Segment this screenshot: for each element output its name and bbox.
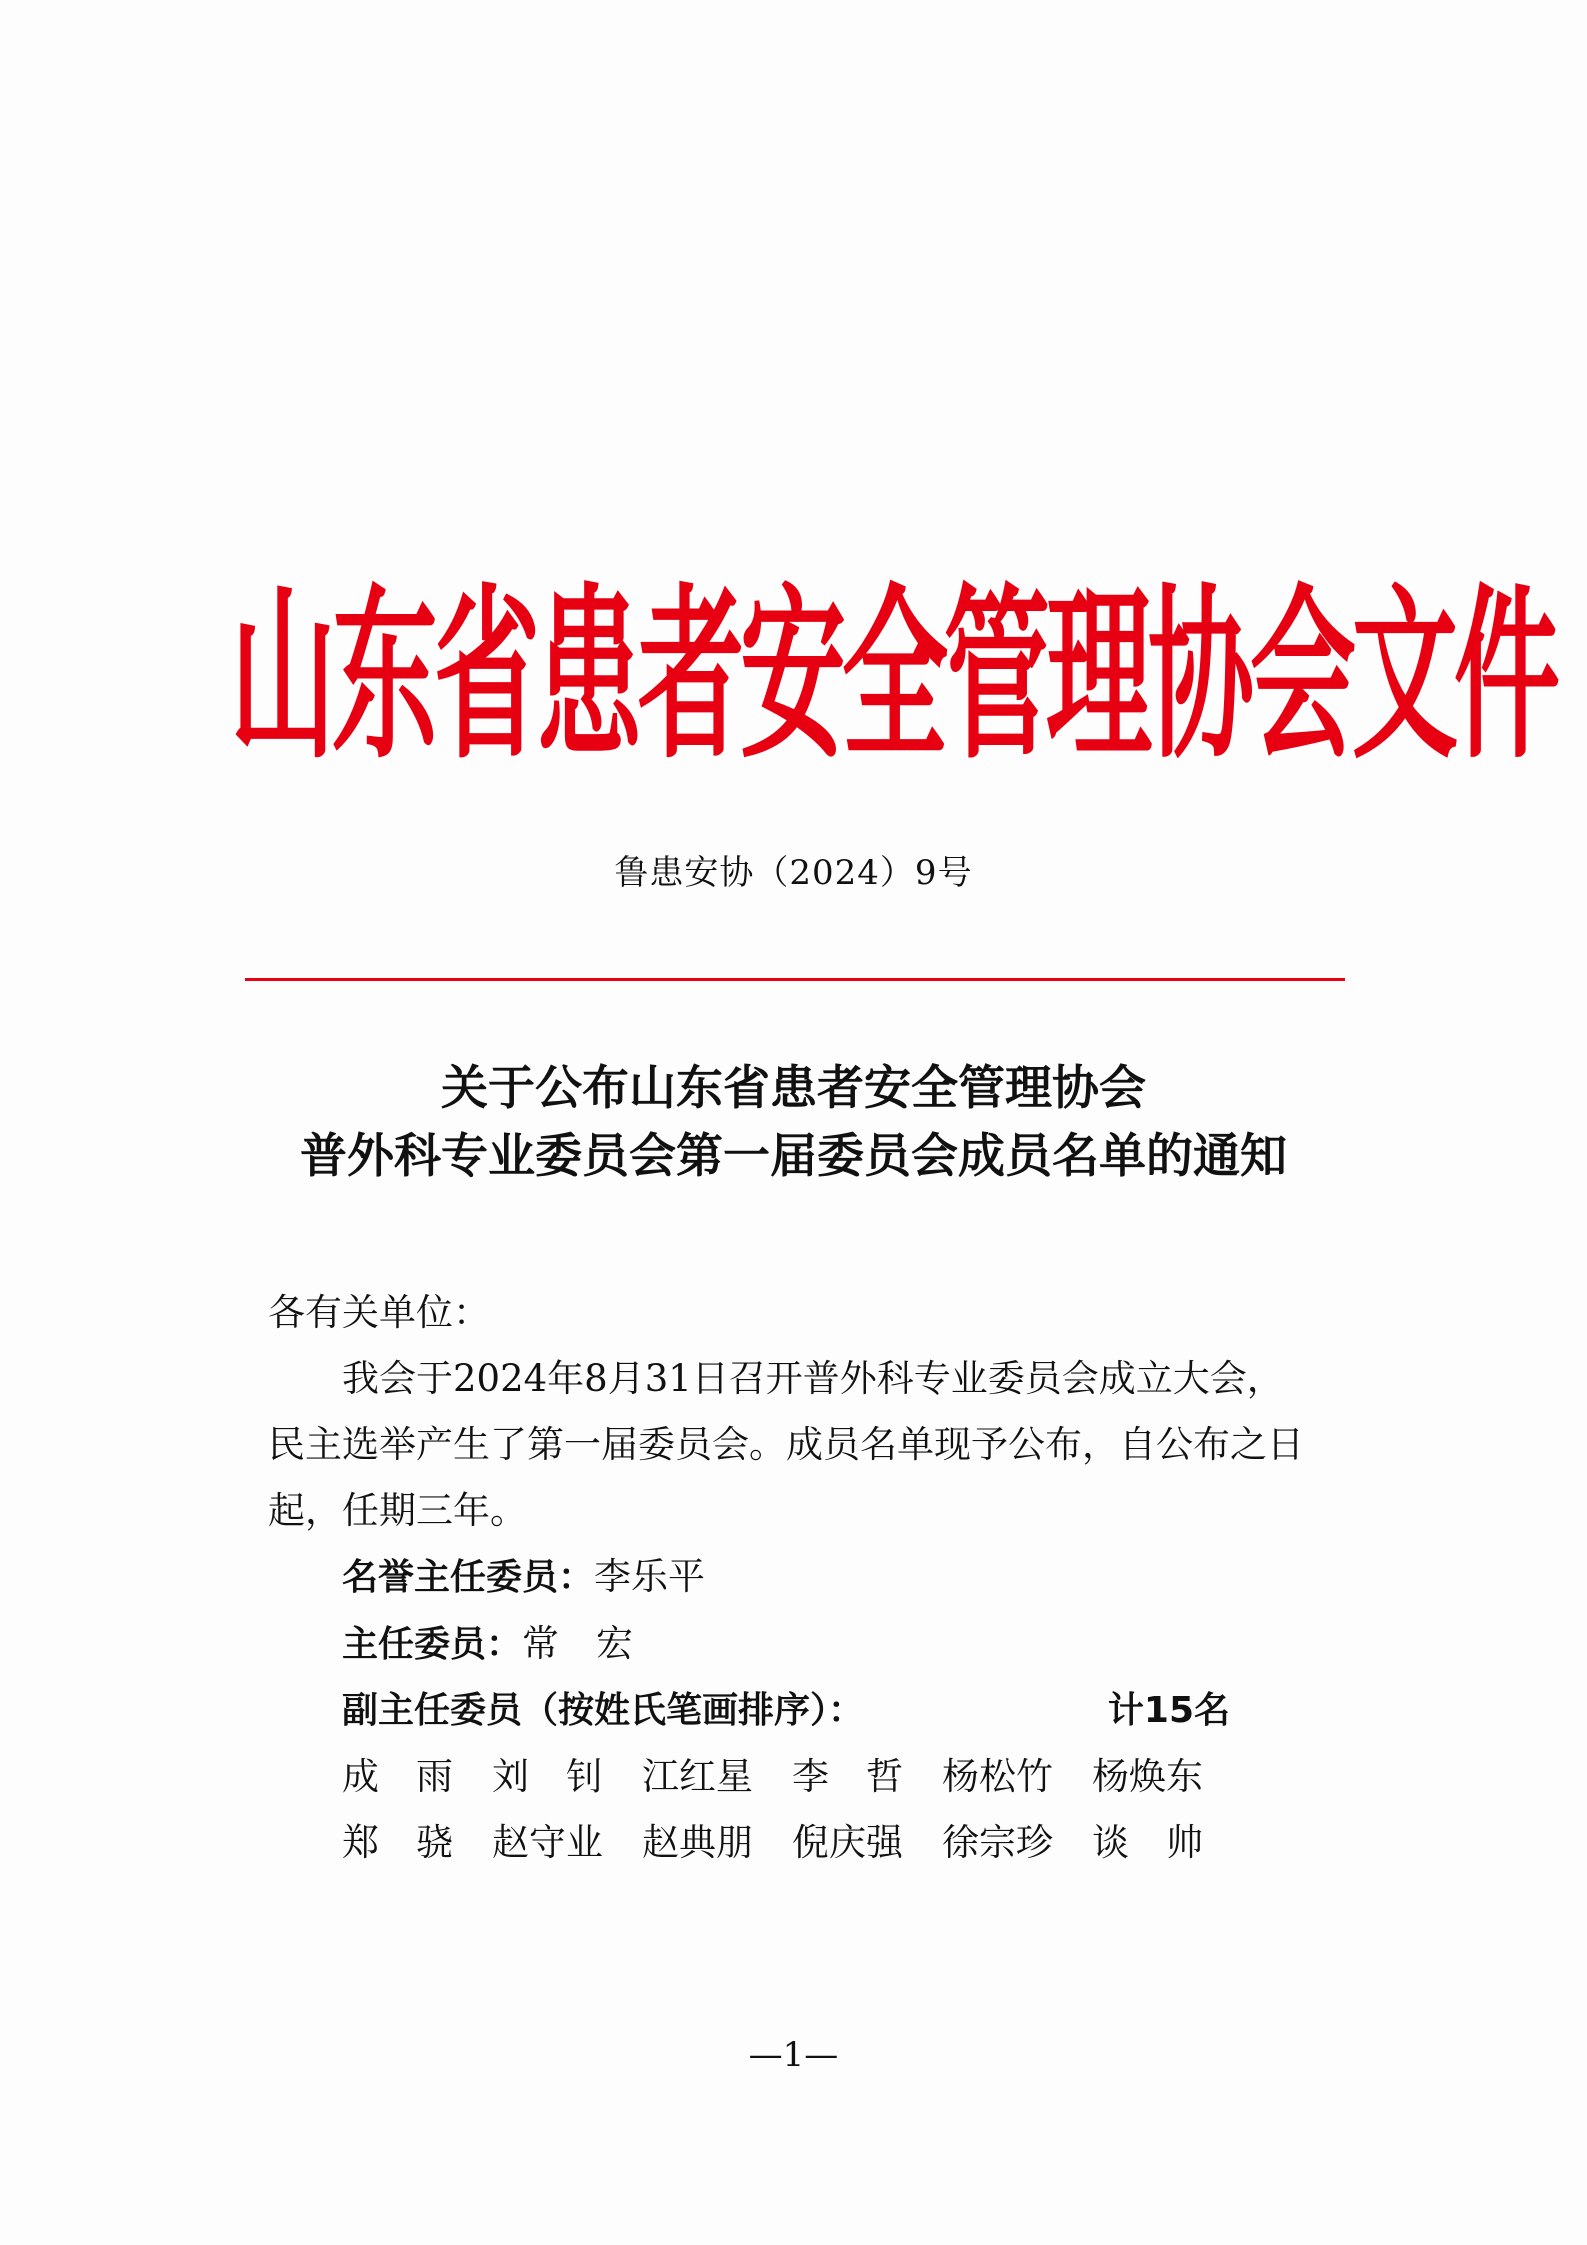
vice-chair-name: 成 雨 bbox=[342, 1755, 453, 1798]
notice-title bbox=[0, 1055, 1587, 1191]
chair-label: 主任委员： bbox=[342, 1624, 523, 1665]
honorary-chair-name: 李乐平 bbox=[594, 1555, 706, 1598]
red-header-title: 山东省患者安全管理协会文件 bbox=[230, 564, 1556, 784]
vice-chair-name: 赵典朋 bbox=[642, 1821, 753, 1864]
vice-chair-name: 李 哲 bbox=[792, 1755, 903, 1798]
honorary-chair-label: 名誉主任委员： bbox=[342, 1557, 595, 1598]
notice-title-line-2: 普外科专业委员会第一届委员会成员名单的通知 bbox=[300, 1129, 1287, 1184]
notice-body bbox=[268, 1280, 1348, 1876]
paragraph-line-1: 我会于2024年8月31日召开普外科专业委员会成立大会， bbox=[342, 1357, 1284, 1400]
red-divider-line bbox=[245, 978, 1345, 981]
document-number: 鲁患安协（2024）9号 bbox=[614, 853, 973, 893]
vice-chair-name: 谈 帅 bbox=[1092, 1821, 1203, 1864]
paragraph-line-3: 起，任期三年。 bbox=[268, 1489, 527, 1532]
vice-chair-name: 郑 骁 bbox=[342, 1821, 453, 1864]
chair-name: 常 宏 bbox=[522, 1622, 634, 1665]
vice-chair-names-row-2 bbox=[268, 1810, 1348, 1876]
salutation: 各有关单位： bbox=[268, 1291, 490, 1334]
vice-chair-count: 计15名 bbox=[1107, 1690, 1230, 1731]
vice-chair-name: 徐宗珍 bbox=[942, 1821, 1053, 1864]
vice-chair-header-row bbox=[268, 1678, 1348, 1744]
vice-chair-label: 副主任委员（按姓氏笔画排序）： bbox=[342, 1690, 865, 1731]
vice-chair-name: 刘 钊 bbox=[492, 1755, 603, 1798]
paragraph-line-2: 民主选举产生了第一届委员会。成员名单现予公布，自公布之日 bbox=[268, 1423, 1304, 1466]
vice-chair-name: 杨焕东 bbox=[1092, 1755, 1203, 1798]
vice-chair-name: 江红星 bbox=[642, 1755, 753, 1798]
vice-chair-name: 杨松竹 bbox=[942, 1755, 1053, 1798]
chair-row bbox=[268, 1611, 1348, 1678]
notice-title-line-1: 关于公布山东省患者安全管理协会 bbox=[441, 1061, 1146, 1116]
vice-chair-names-row-1 bbox=[268, 1744, 1348, 1810]
vice-chair-name: 倪庆强 bbox=[792, 1821, 903, 1864]
honorary-chair-row bbox=[268, 1544, 1348, 1611]
page-number: —1— bbox=[748, 2035, 839, 2075]
vice-chair-name: 赵守业 bbox=[492, 1821, 603, 1864]
